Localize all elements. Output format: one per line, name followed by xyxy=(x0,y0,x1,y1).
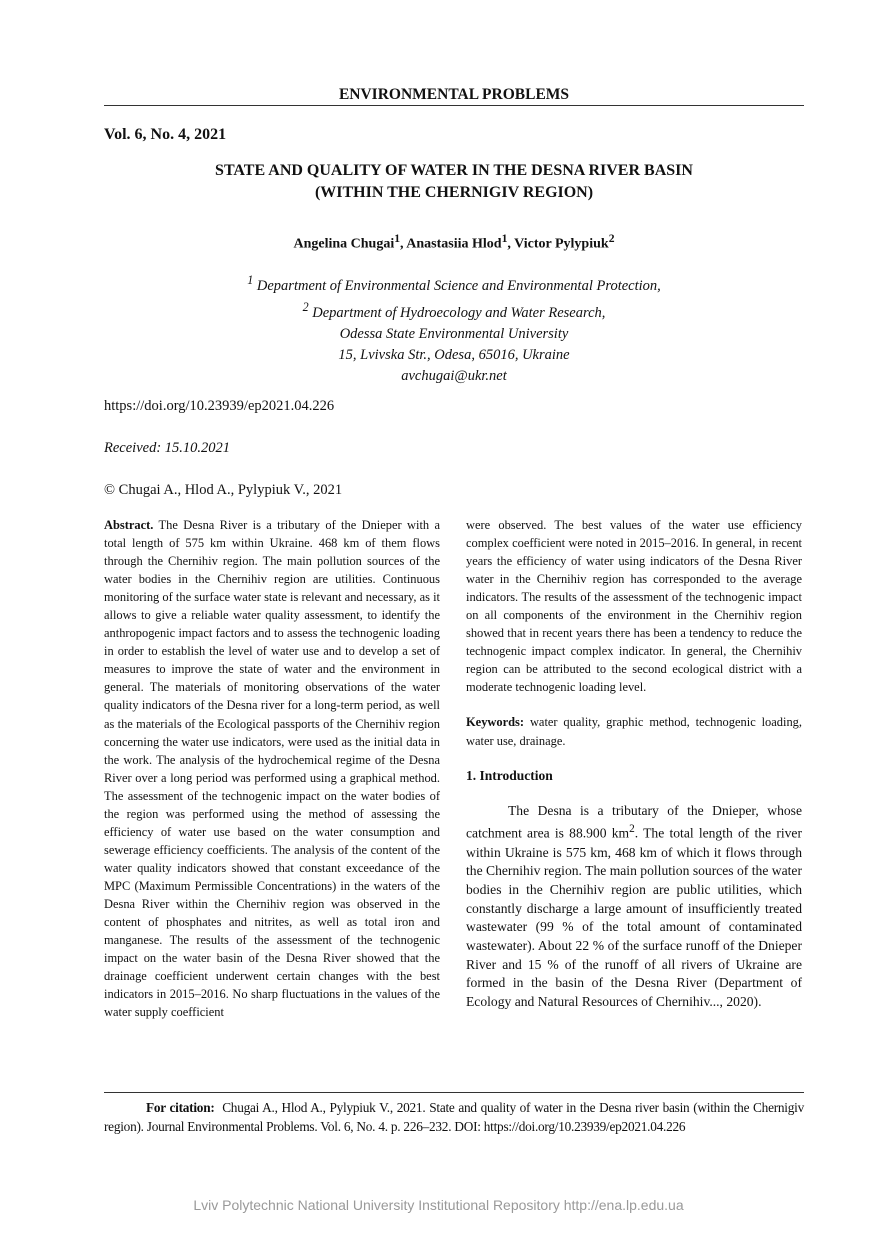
citation-label: For citation: xyxy=(146,1100,215,1115)
copyright: © Chugai A., Hlod A., Pylypiuk V., 2021 xyxy=(104,482,343,498)
author-name: Angelina Chugai xyxy=(293,236,395,252)
citation xyxy=(104,1099,804,1136)
right-column xyxy=(466,516,802,1012)
university: Odessa State Environmental University xyxy=(339,325,569,342)
author-affil-sup: 1 xyxy=(501,232,508,245)
abstract-label: Abstract. xyxy=(104,518,154,532)
abstract-text: The Desna River is a tributary of the Dnieper with a total length of 575 km within Ukraine. 468 km of them flows through the Chernihiv region. The main pollution sources of the water bodies in the Chernihiv region are utilities. Continuous monitoring of the surface water state is relevant and necessary, as it allows to give a reliable water quality assessment, to identify the anthropogenic impact factors and to assess the technogenic loading in order to establish the level of water use and to develop a set of measures to improve the state of water and the environment in general. The materials of monitoring observations of the water quality indicators of the Desna river for a long-term period, as well as the materials of the Ecological passports of the Chernihiv region concerning the water use indicators, were used as the initial data in the work. The analysis of the hydrochemical regime of the Desna River over a long period was performed using a graphical method. The assessment of the technogenic impact on the water bodies of the region was performed using the method of assessing the efficiency of water use based on the water consumption and sewerage efficiency coefficients. The analysis of the content of the water quality indicators showed that constant exceedance of the MPC (Maximum Permissible Concentrations) in the waters of the Desna River within the Chernihiv region was observed in the content of phosphates and nitrites, as well as total iron and manganese. The results of the assessment of the technogenic impact on the water basin of the Desna River showed that the drainage coefficient underwent certain changes with the best indicators in 2015–2016. No sharp fluctuations in the values of the water supply coefficient xyxy=(104,518,440,1020)
address: 15, Lvivska Str., Odesa, 65016, Ukraine xyxy=(338,346,570,363)
abstract xyxy=(104,516,440,1021)
affil-sup: 1 xyxy=(247,273,254,287)
left-column xyxy=(104,516,440,1021)
citation-rule xyxy=(104,1092,804,1093)
superscript: 2 xyxy=(629,823,635,836)
paper-title xyxy=(104,160,804,204)
received-date: Received: 15.10.2021 xyxy=(104,440,231,456)
author-name: Victor Pylypiuk xyxy=(514,236,609,252)
keywords-text: water quality, graphic method, technogenic loading, water use, drainage. xyxy=(466,715,803,748)
intro-paragraph xyxy=(466,802,802,1012)
keywords-label: Keywords: xyxy=(466,715,525,730)
email-link[interactable]: avchugai@ukr.net xyxy=(401,367,507,384)
repository-footer: Lviv Polytechnic National University Institutional Repository http://ena.lp.edu.ua xyxy=(193,1197,684,1213)
affiliation-1: Department of Environmental Science and Environmental Protection, xyxy=(256,277,661,294)
intro-text: . The total length of the river within Ukraine is 575 km, 468 km of which it flows through the Chernihiv region. The main pollution sources of the water bodies in the Chernihiv region are public utilities, which constantly discharge a large amount of insufficiently treated wastewater (99 % of the total amount of contaminated wastewater). About 22 % of the surface runoff of the Dnieper River and 15 % of the runoff of all rivers of Ukraine are formed in the basin of the Desna River (Department of Ecology and Natural Resources of Chernihiv..., 2020). xyxy=(466,825,802,1010)
abstract-continued: were observed. The best values of the water use efficiency complex coefficient were noted in 2015–2016. In general, in recent years the efficiency of water using indicators of the Desna River water in the Chernihiv region has corresponded to the average indicators. The results of the assessment of the technogenic impact on all components of the environment in the Chernihiv region showed that in recent years there has been a tendency to reduce the technogenic impact complex indicator. In general, the Chernihiv region can be attributed to the second ecological district with a moderate technogenic loading level. xyxy=(466,518,802,695)
affil-sup: 2 xyxy=(302,299,309,314)
affiliation-2: Department of Hydroecology and Water Research, xyxy=(312,304,606,321)
title-line-1: STATE AND QUALITY OF WATER IN THE DESNA RIVER BASIN xyxy=(215,162,693,179)
author-name: Anastasiia Hlod xyxy=(406,236,502,252)
journal-name: ENVIRONMENTAL PROBLEMS xyxy=(338,86,570,103)
citation-text: Chugai A., Hlod A., Pylypiuk V., 2021. State and quality of water in the Desna river basin (within the Chernigiv region). Journal Environmental Problems. Vol. 6, No. 4. p. 226–232. DOI: https://doi.org/10.23939/ep2021.04.226 xyxy=(104,1100,804,1134)
author-affil-sup: 1 xyxy=(394,232,401,245)
section-heading: 1. Introduction xyxy=(466,767,553,783)
intro-text: The Desna is a tributary of the Dnieper, whose catchment area is 88.900 km xyxy=(466,802,802,841)
doi-link[interactable]: https://doi.org/10.23939/ep2021.04.226 xyxy=(104,398,335,414)
header-rule xyxy=(104,105,804,106)
title-line-2: (WITHIN THE CHERNIGIV REGION) xyxy=(314,184,594,201)
affiliations xyxy=(104,270,804,387)
keywords xyxy=(466,713,802,749)
volume-info: Vol. 6, No. 4, 2021 xyxy=(104,126,227,143)
author-affil-sup: 2 xyxy=(608,232,615,245)
authors: Angelina Chugai$^1$, Anastasiia Hlod$^1$, Victor Pylypiuk$^2$ xyxy=(293,232,615,252)
